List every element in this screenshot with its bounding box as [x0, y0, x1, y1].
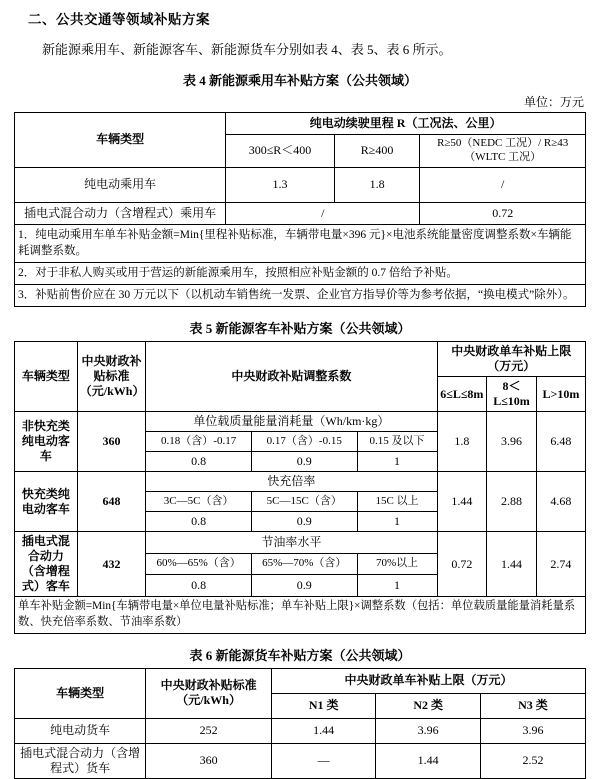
table-row — [15, 113, 586, 135]
table4-title: 表 4 新能源乘用车补贴方案（公共领域） — [182, 73, 417, 89]
table4-row0-v1: 1.3 — [226, 167, 334, 202]
table-row — [15, 472, 586, 492]
table5-row2-band1: 60%—65%（含） — [146, 553, 252, 575]
table4-header-type: 车辆类型 — [15, 113, 226, 168]
table4-row0-v2: 1.8 — [334, 167, 420, 202]
table6-row0-n2: 3.96 — [376, 718, 480, 743]
table5-row0-type: 非快充类纯电动客车 — [15, 412, 78, 472]
table5-row0-band3: 0.15 及以下 — [357, 432, 437, 452]
table6-header-cap: 中央财政单车补贴上限（万元） — [271, 668, 585, 693]
table5-row1-val3: 1 — [357, 512, 437, 532]
table-row — [15, 167, 586, 202]
table5-header-factors: 中央财政补贴调整系数 — [146, 342, 437, 412]
table6 — [14, 668, 586, 779]
table6-row1-n3: 2.52 — [480, 743, 585, 778]
table-row — [15, 668, 586, 693]
table5-row1-cap2: 2.88 — [487, 472, 537, 532]
table5-row1-standard: 648 — [77, 472, 146, 532]
table6-row0-type: 纯电动货车 — [15, 718, 146, 743]
table5-row1-type: 快充类纯电动客车 — [15, 472, 78, 532]
table5-row2-val1: 0.8 — [146, 575, 252, 597]
table5-row1-cap3: 4.68 — [536, 472, 585, 532]
table5-row1-cap1: 1.44 — [437, 472, 487, 532]
table-row — [15, 412, 586, 432]
table5-row1-band1: 3C—5C（含） — [146, 492, 252, 512]
table4-range-3: R≥50（NEDC 工况）/ R≥43（WLTC 工况） — [420, 135, 586, 168]
table5-title: 表 5 新能源客车补贴方案（公共领域） — [189, 321, 411, 337]
table5-row1-val1: 0.8 — [146, 512, 252, 532]
table4-row0-v3: / — [420, 167, 586, 202]
table5-row2-cap3: 2.74 — [536, 532, 585, 597]
table5-row0-factor-name: 单位载质量能量消耗量（Wh/km·kg） — [146, 412, 437, 432]
table5-row0-band1: 0.18（含）-0.17 — [146, 432, 252, 452]
table4-row0-type: 纯电动乘用车 — [15, 167, 226, 202]
table6-n3: N3 类 — [480, 693, 585, 718]
table5-row0-band2: 0.17（含）-0.15 — [251, 432, 357, 452]
table5-row2-band2: 65%—70%（含） — [251, 553, 357, 575]
table5-row1-band3: 15C 以上 — [357, 492, 437, 512]
table-row — [15, 263, 586, 285]
table4-note-2: 2．对于非私人购买或用于营运的新能源乘用车，按照相应补贴金额的 0.7 倍给予补贴。 — [15, 263, 586, 285]
table4-header-range: 纯电动续驶里程 R（工况法、公里） — [226, 113, 586, 135]
table-row — [15, 718, 586, 743]
table6-title: 表 6 新能源货车补贴方案（公共领域） — [189, 647, 411, 663]
table5-row0-cap1: 1.8 — [437, 412, 487, 472]
table-row — [15, 532, 586, 554]
table6-row1-standard: 360 — [146, 743, 272, 778]
table5-row0-val2: 0.9 — [251, 452, 357, 472]
table5-row0-cap3: 6.48 — [536, 412, 585, 472]
table6-row0-n3: 3.96 — [480, 718, 585, 743]
table5-row1-val2: 0.9 — [251, 512, 357, 532]
table6-header-standard: 中央财政补贴标准（元/kWh） — [146, 668, 272, 718]
table5-row2-cap2: 1.44 — [487, 532, 537, 597]
table5-row1-band2: 5C—15C（含） — [251, 492, 357, 512]
table5-row2-type: 插电式混合动力（含增程式）客车 — [15, 532, 78, 597]
table5-row2-val2: 0.9 — [251, 575, 357, 597]
table6-row1-n2: 1.44 — [376, 743, 480, 778]
table5-row2-cap1: 0.72 — [437, 532, 487, 597]
table5-len-3: L>10m — [536, 377, 585, 412]
table5-header-type: 车辆类型 — [15, 342, 78, 412]
table5-row2-factor-name: 节油率水平 — [146, 532, 437, 554]
table5-row2-band3: 70%以上 — [357, 553, 437, 575]
table4 — [14, 112, 586, 307]
table6-row0-standard: 252 — [146, 718, 272, 743]
table6-n1: N1 类 — [271, 693, 375, 718]
table4-unit: 单位：万元 — [523, 95, 584, 110]
table4-row1-v1: / — [226, 202, 420, 224]
table5-note: 单车补贴金额=Min{车辆带电量×单位电量补贴标准；单车补贴上限}×调整系数（包括：单位载质量能量消耗量系数、快充倍率系数、节油率系数） — [15, 597, 586, 634]
table5-row2-standard: 432 — [77, 532, 146, 597]
section-heading: 二、公共交通等领域补贴方案 — [28, 12, 210, 27]
table-row — [15, 597, 586, 634]
table4-range-2: R≥400 — [334, 135, 420, 168]
table-row — [15, 224, 586, 262]
intro-paragraph: 新能源乘用车、新能源客车、新能源货车分别如表 4、表 5、表 6 所示。 — [42, 42, 452, 57]
table5-row0-standard: 360 — [77, 412, 146, 472]
table5-len-1: 6≤L≤8m — [437, 377, 487, 412]
table-row — [15, 342, 586, 377]
table4-note-1: 1．纯电动乘用车单车补贴金额=Min{里程补贴标准，车辆带电量×396 元}×电池系统能量密度调整系数×车辆能耗调整系数。 — [15, 224, 586, 262]
table5-header-cap: 中央财政单车补贴上限（万元） — [437, 342, 586, 377]
table5-row1-factor-name: 快充倍率 — [146, 472, 437, 492]
table-row — [15, 743, 586, 778]
table5-row0-cap2: 3.96 — [487, 412, 537, 472]
table4-row1-type: 插电式混合动力（含增程式）乘用车 — [15, 202, 226, 224]
table5 — [14, 341, 586, 634]
table6-header-type: 车辆类型 — [15, 668, 146, 718]
table4-note-3: 3．补贴前售价应在 30 万元以下（以机动车销售统一发票、企业官方指导价等为参考依据，“换电模式”除外）。 — [15, 285, 586, 307]
table5-header-standard: 中央财政补贴标准（元/kWh） — [77, 342, 146, 412]
table4-range-1: 300≤R＜400 — [226, 135, 334, 168]
table6-n2: N2 类 — [376, 693, 480, 718]
table5-row0-val3: 1 — [357, 452, 437, 472]
table-row — [15, 285, 586, 307]
table5-row2-val3: 1 — [357, 575, 437, 597]
table6-row0-n1: 1.44 — [271, 718, 375, 743]
table-row — [15, 202, 586, 224]
table5-row0-val1: 0.8 — [146, 452, 252, 472]
table5-len-2: 8＜L≤10m — [487, 377, 537, 412]
table6-row1-n1: — — [271, 743, 375, 778]
table4-row1-v3: 0.72 — [420, 202, 586, 224]
table6-row1-type: 插电式混合动力（含增程式）货车 — [15, 743, 146, 778]
